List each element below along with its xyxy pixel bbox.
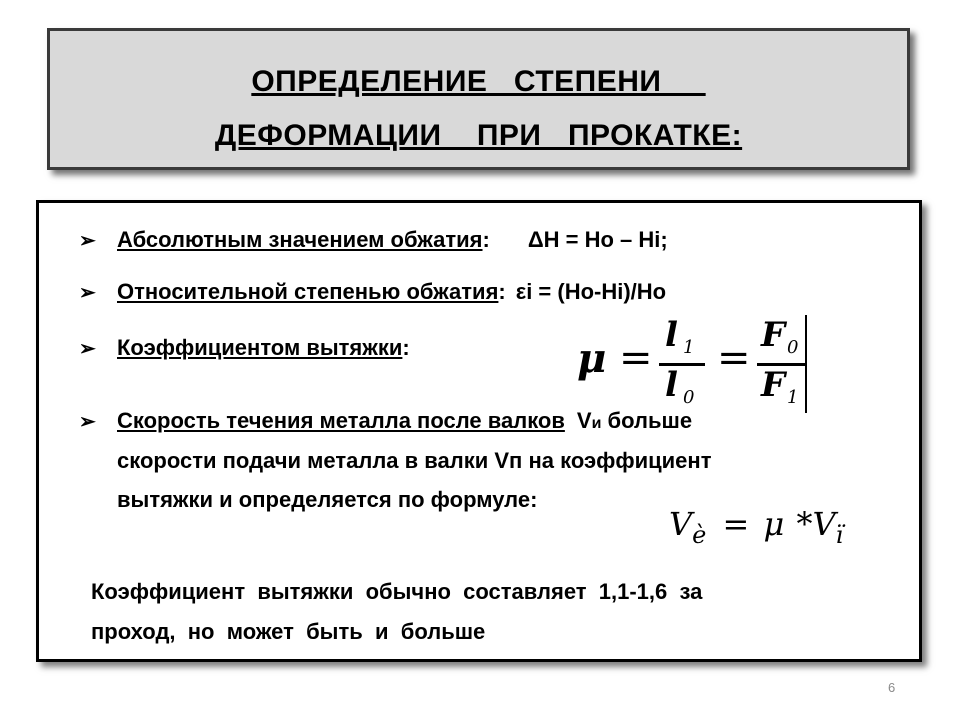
arrow-bullet-icon: ➢ — [79, 411, 96, 433]
item-label: Относительной степенью обжатия — [117, 279, 499, 304]
item-suffix: : — [402, 335, 410, 360]
arrow-bullet-icon: ➢ — [79, 230, 96, 252]
numerator-F: F — [761, 315, 786, 355]
denominator-l: l — [665, 365, 678, 405]
page-number: 6 — [888, 680, 896, 695]
item-label: Скорость течения металла после валков — [117, 408, 565, 433]
numerator-F-subscript: 0 — [787, 337, 799, 358]
title-line-1: ОПРЕДЕЛЕНИЕ СТЕПЕНИ — [251, 65, 706, 98]
formula-v2: V — [812, 505, 836, 543]
equals-sign: = — [717, 335, 751, 381]
item-formula: ΔH = Ho – Hi; — [527, 227, 668, 252]
note-line-2: проход, но может быть и больше — [91, 619, 486, 644]
content-box — [36, 200, 922, 662]
title-line-2: ДЕФОРМАЦИИ ПРИ ПРОКАТКЕ: — [214, 119, 743, 152]
bullet-item-metal-flow-speed — [79, 408, 692, 434]
item-formula: εi = (Ho-Hi)/Ho — [515, 279, 667, 304]
formula-equals: = — [722, 505, 750, 543]
equals-sign: = — [619, 335, 653, 381]
denominator-F: F — [761, 365, 786, 405]
formula-frame-line — [805, 315, 807, 413]
numerator-l: l — [665, 315, 678, 355]
mu-symbol: μ — [577, 335, 607, 382]
bullet-item-elongation-coefficient — [79, 335, 410, 361]
item-label: Абсолютным значением обжатия — [117, 227, 483, 252]
item-label: Коэффициентом вытяжки — [117, 335, 403, 360]
item-suffix: : — [482, 227, 490, 252]
bullet-item-absolute-reduction — [79, 227, 668, 253]
item-4-continuation-2: вытяжки и определяется по формуле: — [117, 487, 538, 512]
speed-v: V — [576, 408, 592, 433]
formula-mu: μ — [763, 505, 785, 543]
denominator-F-subscript: 1 — [787, 387, 799, 408]
numerator-l-subscript: 1 — [683, 337, 695, 358]
item-suffix: : — [498, 279, 506, 304]
speed-v-subscript: и — [591, 415, 602, 432]
note-line-1: Коэффициент вытяжки обычно составляет 1,1-1,6 за — [91, 579, 703, 604]
exit-speed-formula — [669, 505, 899, 559]
formula-v-subscript: è — [692, 521, 707, 549]
item-tail-text: больше — [601, 408, 693, 433]
arrow-bullet-icon: ➢ — [79, 338, 96, 360]
elongation-formula — [569, 313, 819, 413]
arrow-bullet-icon: ➢ — [79, 282, 96, 304]
bullet-item-relative-reduction — [79, 279, 666, 305]
formula-v: V — [669, 505, 693, 543]
formula-v2-subscript: ï — [835, 521, 844, 549]
denominator-l-subscript: 0 — [683, 387, 695, 408]
formula-star: * — [796, 505, 813, 543]
item-4-continuation-1: скорости подачи металла в валки Vп на коэффициент — [117, 448, 712, 473]
title-box — [47, 28, 910, 170]
